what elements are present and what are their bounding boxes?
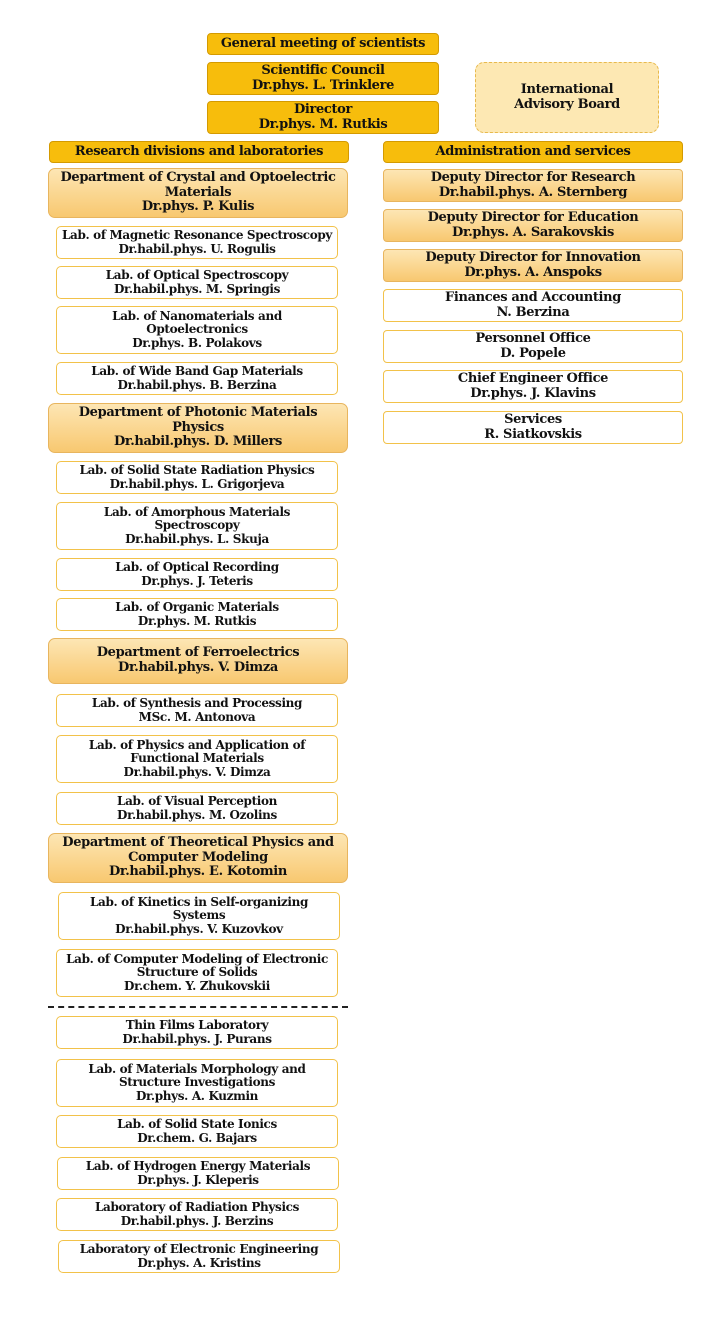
lab-name: Lab. of Organic Materials <box>115 600 279 615</box>
lab-name: Lab. of Solid State Ionics <box>117 1117 277 1132</box>
deputy-title: Deputy Director for Innovation <box>425 249 641 265</box>
lab-box <box>58 892 340 940</box>
lab-name-cont: Structure of Solids <box>136 965 258 980</box>
lab-box <box>56 461 338 494</box>
lab-name-cont: Systems <box>172 908 226 923</box>
lab-head: Dr.habil.phys. V. Kuzovkov <box>115 921 283 936</box>
department-head: Dr.habil.phys. D. Millers <box>113 434 283 450</box>
department-head: Dr.phys. P. Kulis <box>141 199 255 215</box>
service-head: Dr.phys. J. Klavins <box>470 385 596 401</box>
service-title: Chief Engineer Office <box>457 370 609 386</box>
lab-box <box>56 362 338 395</box>
lab-name: Lab. of Visual Perception <box>116 794 278 809</box>
lab-box <box>56 694 338 727</box>
deputy-director-box <box>383 249 683 282</box>
department-name: Department of Photonic Materials <box>78 405 318 421</box>
independent-lab-box <box>56 1016 338 1049</box>
lab-name-cont: Spectroscopy <box>154 518 240 533</box>
lab-head: Dr.habil.phys. B. Berzina <box>117 377 277 392</box>
independent-lab-box <box>58 1240 340 1273</box>
department-name-cont: Materials <box>164 184 232 200</box>
lab-name: Lab. of Synthesis and Processing <box>91 696 303 711</box>
deputy-title: Deputy Director for Research <box>430 169 636 185</box>
lab-box <box>56 306 338 354</box>
lab-box <box>56 949 338 997</box>
lab-name: Lab. of Materials Morphology and <box>88 1061 306 1076</box>
lab-name: Lab. of Magnetic Resonance Spectroscopy <box>61 228 333 243</box>
deputy-head: Dr.habil.phys. A. Sternberg <box>438 184 628 200</box>
deputy-head: Dr.phys. A. Anspoks <box>464 264 602 280</box>
scientific-council-title: Scientific Council <box>261 62 385 78</box>
independent-lab-box <box>56 1198 338 1231</box>
lab-head: Dr.habil.phys. J. Berzins <box>120 1213 274 1228</box>
lab-head: Dr.habil.phys. L. Skuja <box>125 531 269 546</box>
lab-head: Dr.habil.phys. M. Ozolins <box>117 807 277 822</box>
lab-head: Dr.habil.phys. L. Grigorjeva <box>109 476 285 491</box>
lab-head: Dr.habil.phys. J. Purans <box>122 1031 272 1046</box>
advisory-board-line1: International <box>520 81 614 97</box>
lab-box <box>56 226 338 259</box>
service-head: D. Popele <box>500 345 566 361</box>
department-name: Department of Crystal and Optoelectric <box>60 170 336 186</box>
general-meeting-box <box>207 33 439 55</box>
service-box <box>383 289 683 322</box>
service-title: Finances and Accounting <box>445 289 621 305</box>
lab-head: Dr.chem. Y. Zhukovskii <box>124 978 270 993</box>
lab-head: Dr.phys. A. Kuzmin <box>135 1088 259 1103</box>
deputy-title: Deputy Director for Education <box>427 209 639 225</box>
lab-name: Lab. of Hydrogen Energy Materials <box>85 1159 311 1174</box>
department-head: Dr.habil.phys. V. Dimza <box>118 660 278 675</box>
lab-box <box>56 598 338 631</box>
department-name-cont: Computer Modeling <box>128 849 268 865</box>
administration-header <box>383 141 683 163</box>
lab-box <box>56 502 338 550</box>
lab-name: Lab. of Amorphous Materials <box>103 504 291 519</box>
lab-head: Dr.phys. A. Kristins <box>137 1255 261 1270</box>
lab-box <box>56 558 338 591</box>
scientific-council-head: Dr.phys. L. Trinklere <box>251 77 395 93</box>
lab-box <box>56 792 338 825</box>
department-name: Department of Theoretical Physics and <box>62 835 334 851</box>
department-box <box>48 638 348 684</box>
independent-lab-box <box>57 1157 339 1190</box>
lab-name: Laboratory of Electronic Engineering <box>79 1242 319 1257</box>
independent-lab-box <box>56 1115 338 1148</box>
deputy-director-box <box>383 209 683 242</box>
lab-name: Lab. of Nanomaterials and <box>112 308 282 323</box>
service-title: Services <box>504 411 562 427</box>
lab-head: Dr.habil.phys. V. Dimza <box>123 764 271 779</box>
general-meeting-label: General meeting of scientists <box>220 35 426 51</box>
lab-name: Thin Films Laboratory <box>125 1018 269 1033</box>
research-divisions-label: Research divisions and laboratories <box>74 143 324 159</box>
lab-name: Lab. of Solid State Radiation Physics <box>79 463 315 478</box>
service-box <box>383 370 683 403</box>
lab-head: Dr.habil.phys. U. Rogulis <box>118 241 276 256</box>
lab-head: Dr.phys. J. Kleperis <box>137 1172 259 1187</box>
research-divisions-header <box>49 141 349 163</box>
lab-head: MSc. M. Antonova <box>138 709 256 724</box>
advisory-board-line2: Advisory Board <box>514 96 620 112</box>
director-head: Dr.phys. M. Rutkis <box>258 116 388 132</box>
department-box <box>48 833 348 883</box>
lab-head: Dr.phys. J. Teteris <box>141 573 253 588</box>
department-name: Department of Ferroelectrics <box>96 645 300 661</box>
director-title: Director <box>294 101 352 117</box>
lab-name-cont: Optoelectronics <box>146 322 248 337</box>
lab-name: Lab. of Optical Spectroscopy <box>105 268 289 283</box>
department-box <box>48 168 348 218</box>
lab-name: Lab. of Kinetics in Self-organizing <box>89 894 309 909</box>
lab-box <box>56 266 338 299</box>
lab-name: Laboratory of Radiation Physics <box>94 1200 300 1215</box>
lab-head: Dr.phys. B. Polakovs <box>132 335 262 350</box>
lab-head: Dr.habil.phys. M. Springis <box>113 281 281 296</box>
director-box <box>207 101 439 134</box>
administration-label: Administration and services <box>435 143 631 159</box>
service-box <box>383 330 683 363</box>
lab-head: Dr.phys. M. Rutkis <box>137 613 257 628</box>
lab-name-cont: Functional Materials <box>130 751 264 766</box>
deputy-director-box <box>383 169 683 202</box>
independent-lab-box <box>56 1059 338 1107</box>
lab-name: Lab. of Physics and Application of <box>88 737 306 752</box>
department-box <box>48 403 348 453</box>
lab-name: Lab. of Computer Modeling of Electronic <box>66 951 328 966</box>
lab-name-cont: Structure Investigations <box>118 1075 276 1090</box>
lab-name: Lab. of Optical Recording <box>115 560 279 575</box>
scientific-council-box <box>207 62 439 95</box>
service-head: R. Siatkovskis <box>484 426 582 442</box>
lab-head: Dr.chem. G. Bajars <box>137 1130 257 1145</box>
department-name-cont: Physics <box>172 419 224 435</box>
department-head: Dr.habil.phys. E. Kotomin <box>108 864 287 880</box>
service-head: N. Berzina <box>496 304 570 320</box>
deputy-head: Dr.phys. A. Sarakovskis <box>452 224 614 240</box>
advisory-board-box <box>475 62 659 133</box>
dashed-divider <box>48 1006 348 1008</box>
service-title: Personnel Office <box>475 330 591 346</box>
service-box <box>383 411 683 444</box>
lab-name: Lab. of Wide Band Gap Materials <box>91 364 303 379</box>
lab-box <box>56 735 338 783</box>
